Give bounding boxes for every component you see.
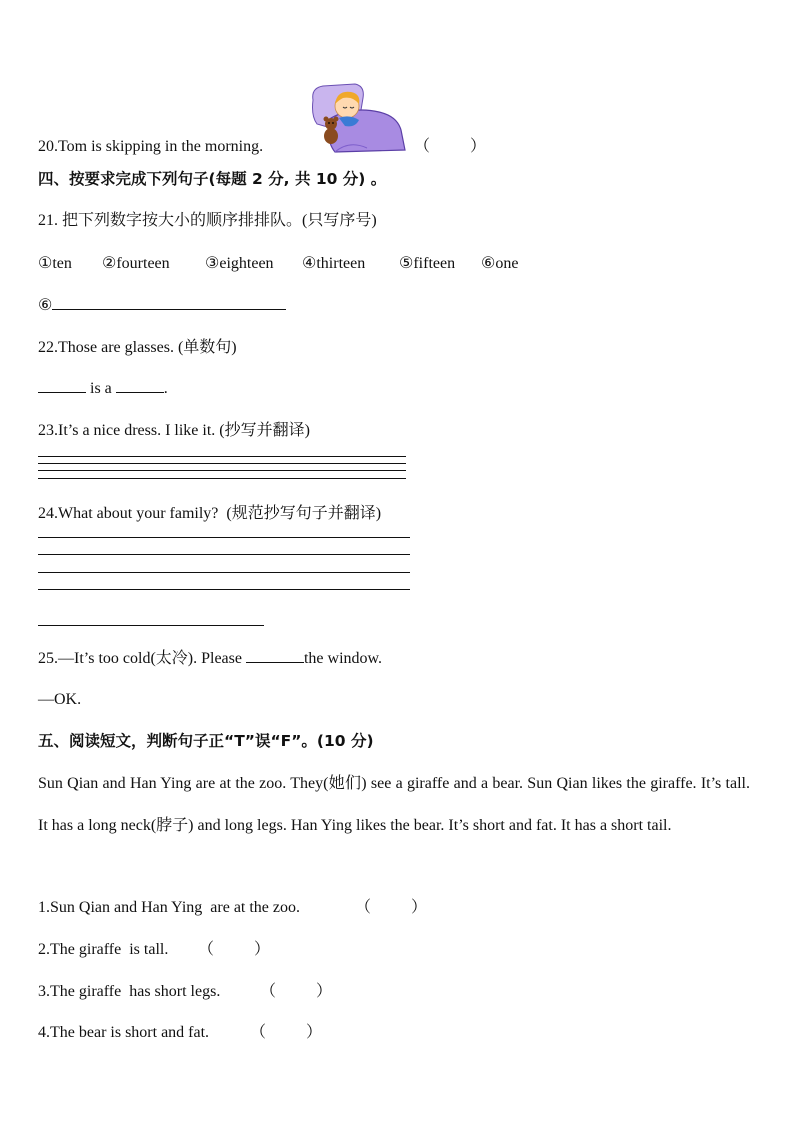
sleeping-boy-in-bed-image: [309, 82, 409, 154]
q21-option: ②fourteen: [102, 255, 170, 272]
q21-option: ⑥one: [481, 255, 519, 272]
q24-prompt: 24.What about your family? (规范抄写句子并翻译): [38, 505, 382, 522]
statement-2: 2.The giraffe is tall.: [38, 941, 169, 958]
q21-option: ①ten: [38, 255, 72, 272]
statement-3-paren[interactable]: （ ）: [260, 983, 333, 1000]
q23-writing-line[interactable]: [38, 478, 406, 479]
q23-writing-line[interactable]: [38, 470, 406, 471]
q22-blank-subject[interactable]: [38, 378, 86, 393]
statement-2-paren[interactable]: （ ）: [198, 941, 271, 958]
reading-passage: Sun Qian and Han Ying are at the zoo. They(她们) see a giraffe and a bear. Sun Qian likes the giraffe. It’s tall. It has a long neck(脖子) and long legs. Han Ying likes the bear. It’s short and fat. It has a short tail.: [38, 775, 750, 834]
q21-answer-prefix: ⑥: [38, 297, 53, 314]
q24-writing-line[interactable]: [38, 537, 410, 538]
q21-prompt: 21. 把下列数字按大小的顺序排排队。(只写序号): [38, 212, 377, 229]
q24-writing-line[interactable]: [38, 589, 410, 590]
statement-1: 1.Sun Qian and Han Ying are at the zoo.: [38, 899, 301, 916]
q23-prompt: 23.It’s a nice dress. I like it. (抄写并翻译): [38, 422, 310, 439]
q25-question-part1: 25.—It’s too cold(太冷). Please: [38, 650, 246, 667]
q21-option: ③eighteen: [205, 255, 274, 272]
statement-3: 3.The giraffe has short legs.: [38, 983, 221, 1000]
q24-writing-line[interactable]: [38, 554, 410, 555]
q24-writing-line[interactable]: [38, 625, 264, 626]
q22-blank-object[interactable]: [116, 378, 164, 393]
q25-line: [38, 648, 382, 670]
q22-prompt: 22.Those are glasses. (单数句): [38, 339, 237, 356]
q24-writing-line[interactable]: [38, 572, 410, 573]
statement-4-paren[interactable]: （ ）: [250, 1024, 323, 1041]
q25-reply: —OK.: [38, 691, 82, 708]
q20-answer-paren: （ ）: [414, 138, 487, 155]
q21-answer-blank[interactable]: [52, 295, 286, 310]
q23-writing-line[interactable]: [38, 456, 406, 457]
q21-option: ④thirteen: [302, 255, 366, 272]
q23-writing-line[interactable]: [38, 463, 406, 464]
q21-option: ⑤fifteen: [399, 255, 456, 272]
section-4-title: 四、按要求完成下列句子(每题 2 分, 共 10 分) 。: [38, 170, 387, 188]
q20-text: 20.Tom is skipping in the morning.: [38, 138, 264, 155]
section-5-title: 五、阅读短文，判断句子正“T”误“F”。(10 分): [38, 732, 374, 750]
q22-is-a: is a: [90, 380, 112, 397]
q22-answer-line[interactable]: [38, 378, 168, 400]
q25-blank[interactable]: [246, 648, 304, 663]
q22-period: .: [163, 380, 168, 397]
q25-question-part2: the window.: [303, 650, 383, 667]
statement-1-paren[interactable]: （ ）: [355, 899, 428, 916]
statement-4: 4.The bear is short and fat.: [38, 1024, 210, 1041]
q21-answer-line[interactable]: [38, 295, 286, 317]
